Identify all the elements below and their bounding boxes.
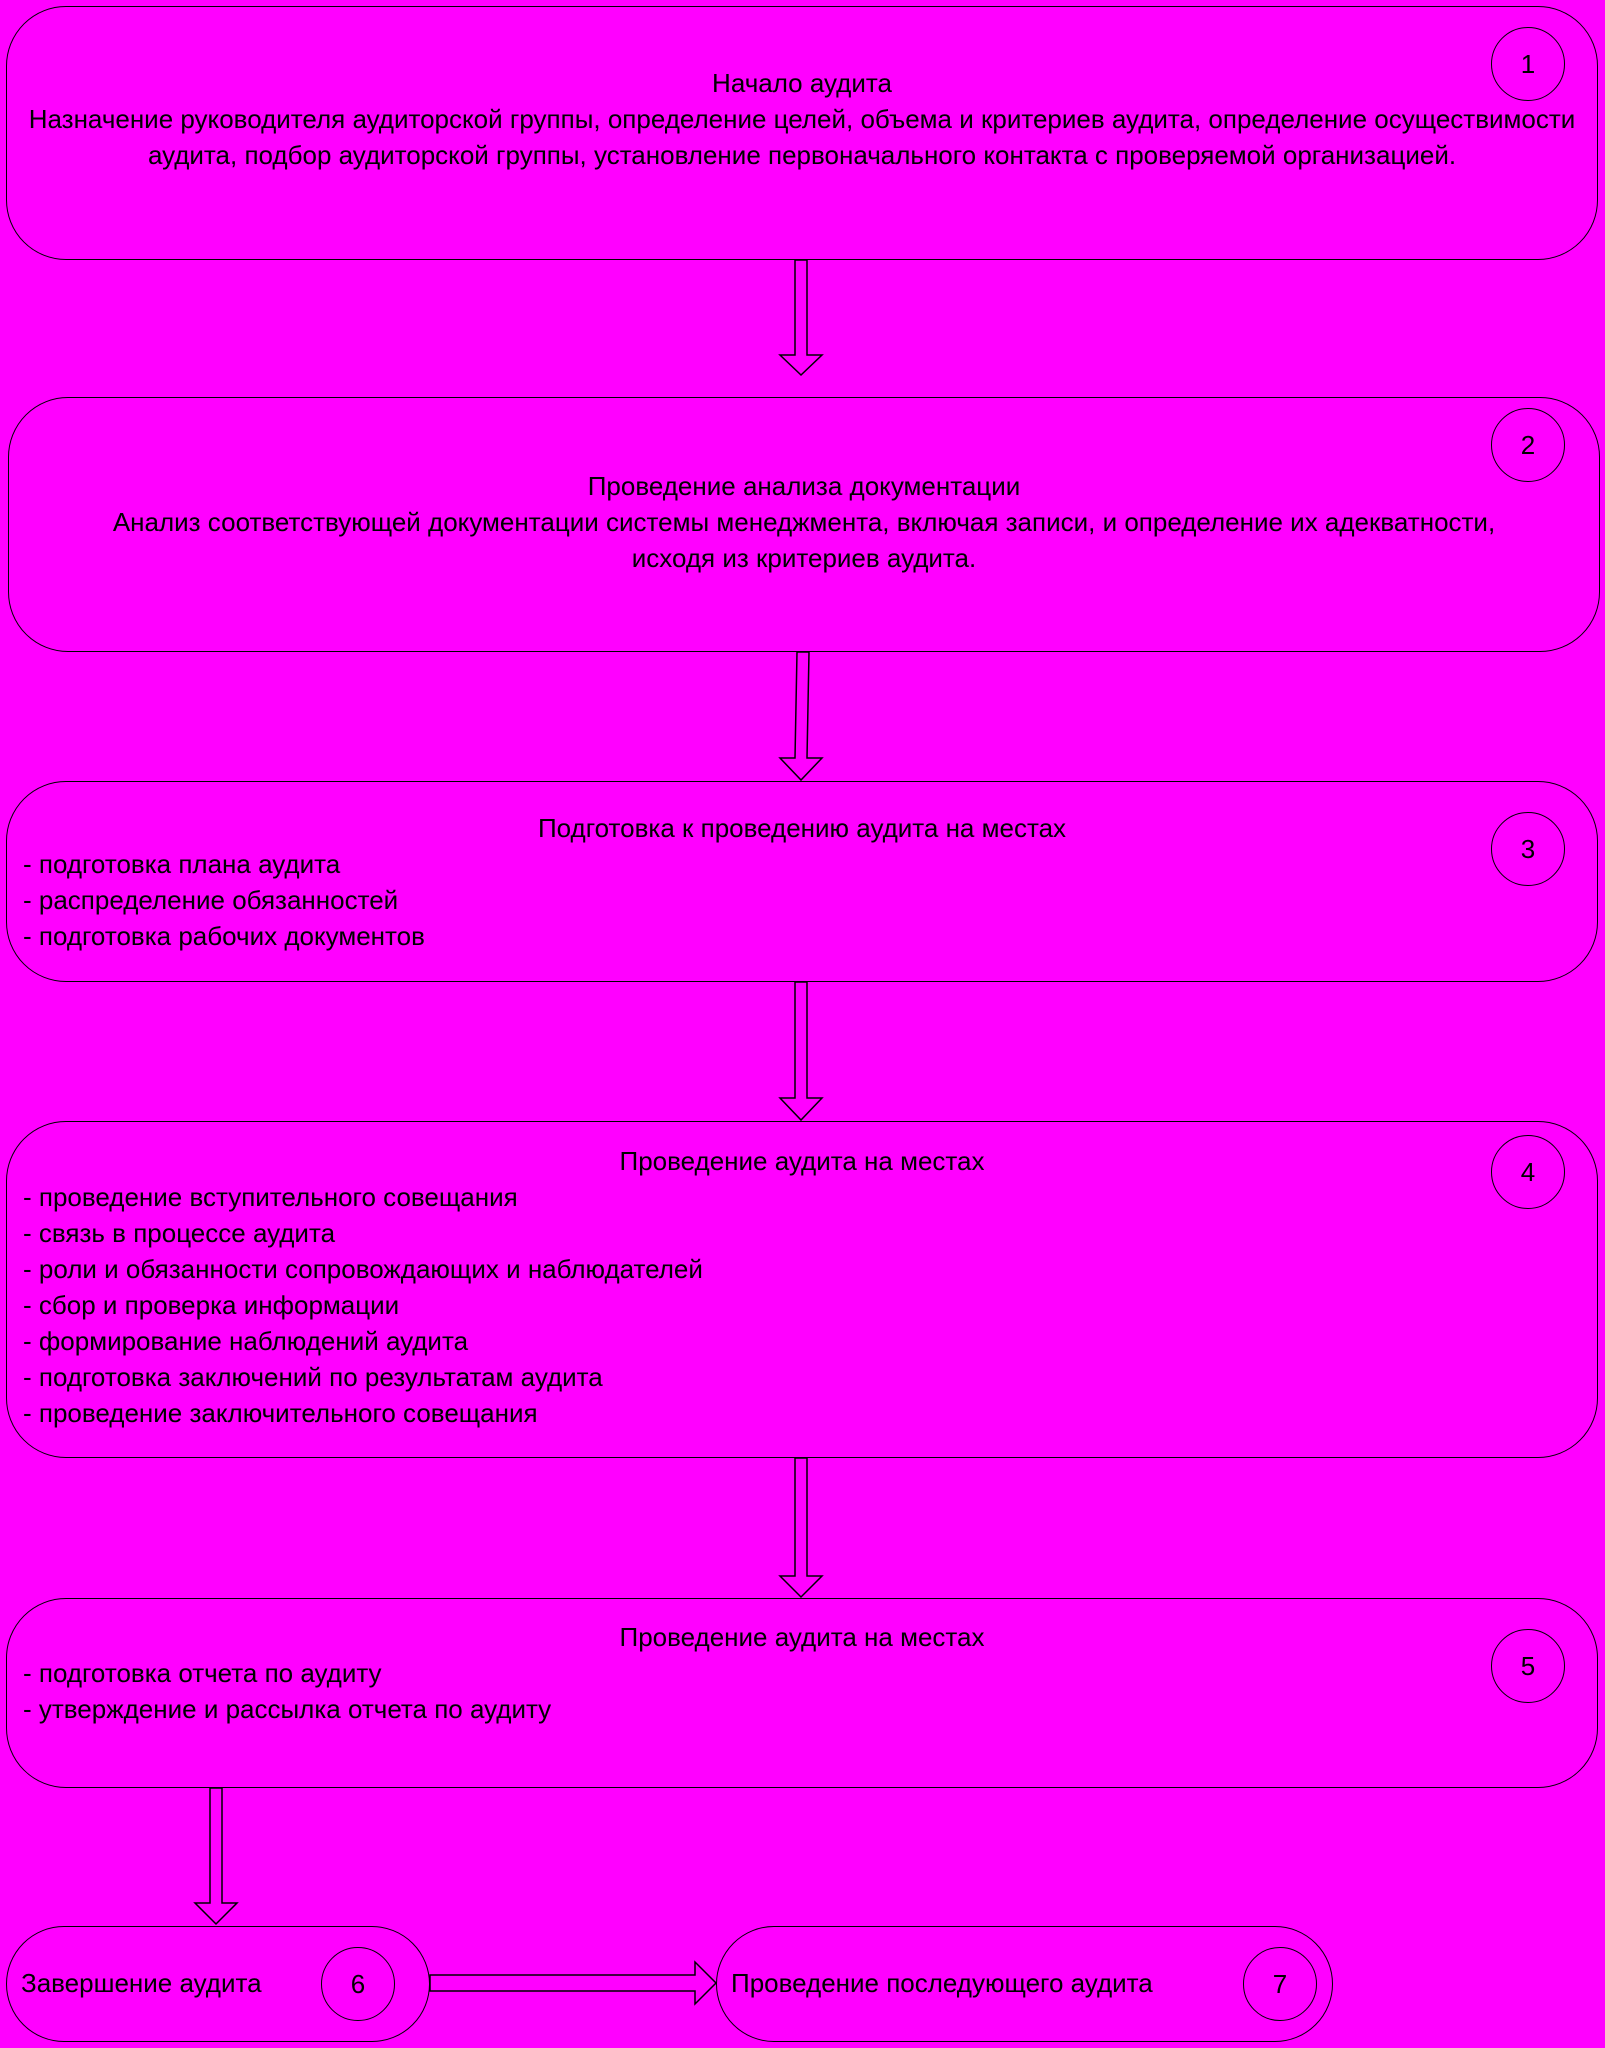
step-6-box [6,1926,430,2042]
step-2-description: Анализ соответствующей документации системы менеджмента, включая записи, и определение их адекватности, исходя из критериев аудита. [112,507,1496,573]
step-5-box [6,1598,1598,1788]
step-6-title: Завершение аудита [21,1968,262,1998]
step-1-description: Назначение руководителя аудиторской группы, определение целей, объема и критериев аудита, определение осуществимости аудита, подбор аудиторской группы, установление первоначального контакта с проверяемой организацией. [28,104,1576,170]
step-7-number: 7 [1243,1947,1317,2021]
step-7-title: Проведение последующего аудита [731,1968,1153,1998]
step-3-title: Подготовка к проведению аудита на местах [537,813,1067,843]
step-5-number: 5 [1491,1629,1565,1703]
step-2-number: 2 [1491,408,1565,482]
arrow-6-to-7 [430,1962,716,2004]
step-4-item: - подготовка заключений по результатам аудита [23,1362,603,1392]
step-4-item: - сбор и проверка информации [23,1290,400,1320]
arrow-4-to-5 [780,1458,822,1597]
step-2-title: Проведение анализа документации [587,471,1021,501]
step-4-item: - роли и обязанности сопровождающих и наблюдателей [23,1254,703,1284]
step-3-item: - распределение обязанностей [23,885,399,915]
step-3-item: - подготовка рабочих документов [23,921,425,951]
step-4-title: Проведение аудита на местах [619,1146,985,1176]
step-1-title: Начало аудита [712,68,892,98]
step-4-number: 4 [1491,1135,1565,1209]
step-5-item: - подготовка отчета по аудиту [23,1658,382,1688]
arrow-2-to-3 [780,652,822,780]
step-2-box [8,397,1600,652]
step-4-item: - формирование наблюдений аудита [23,1326,469,1356]
step-6-number: 6 [321,1947,395,2021]
step-5-item: - утверждение и рассылка отчета по аудиту [23,1694,552,1724]
step-3-item: - подготовка плана аудита [23,849,341,879]
step-7-box [716,1926,1333,2042]
arrow-1-to-2 [780,260,822,375]
step-5-title: Проведение аудита на местах [619,1622,985,1652]
step-4-item: - проведение заключительного совещания [23,1398,538,1428]
step-3-number: 3 [1491,812,1565,886]
step-4-item: - проведение вступительного совещания [23,1182,518,1212]
step-4-item: - связь в процессе аудита [23,1218,336,1248]
step-4-box [6,1121,1598,1458]
step-3-box [6,781,1598,982]
step-1-number: 1 [1491,27,1565,101]
arrow-5-to-6 [195,1788,237,1924]
step-1-box [6,6,1598,260]
arrow-3-to-4 [780,982,822,1120]
